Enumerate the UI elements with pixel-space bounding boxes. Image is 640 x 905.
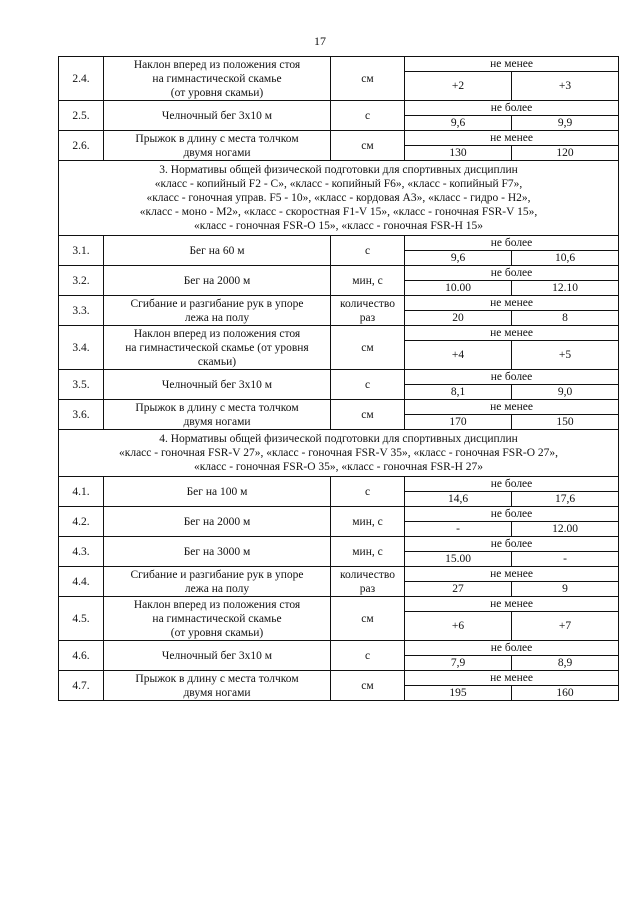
standard-number: 4.5.: [59, 597, 104, 641]
exercise-name: [104, 101, 331, 131]
limit-qualifier: не более: [405, 266, 619, 281]
limit-qualifier: не менее: [405, 57, 619, 72]
standard-number: 3.3.: [59, 296, 104, 326]
exercise-name-line: лежа на полу: [184, 582, 250, 595]
standard-number: 4.3.: [59, 537, 104, 567]
section-heading-line: «класс - гоночная управ. F5 - 10», «класс - кордовая А3», «класс - гидро - Н2»,: [146, 192, 531, 204]
standard-number: 2.4.: [59, 57, 104, 101]
standard-row: [59, 641, 619, 656]
value-column-2: 160: [512, 686, 619, 701]
section-heading-line: 3. Нормативы общей физической подготовки для спортивных дисциплин: [159, 164, 518, 176]
exercise-name-line: на гимнастической скамье: [152, 612, 282, 625]
exercise-name-line: Бег на 2000 м: [183, 274, 251, 287]
unit-of-measure: с: [331, 641, 405, 671]
exercise-name: [104, 507, 331, 537]
value-column-2: 10,6: [512, 251, 619, 266]
unit-of-measure: см: [331, 597, 405, 641]
exercise-name: [104, 296, 331, 326]
limit-qualifier: не менее: [405, 400, 619, 415]
value-column-2: 120: [512, 146, 619, 161]
value-column-1: 14,6: [405, 492, 512, 507]
standard-row: [59, 266, 619, 281]
standards-table: [58, 56, 619, 701]
exercise-name-line: Наклон вперед из положения стоя: [133, 58, 301, 71]
unit-of-measure: с: [331, 236, 405, 266]
exercise-name-line: Прыжок в длину с места толчком: [135, 132, 299, 145]
section-heading-line: «класс - гоночная FSR-O 35», «класс - гоночная FSR-H 27»: [193, 461, 484, 473]
exercise-name-line: Бег на 2000 м: [183, 515, 251, 528]
unit-of-measure: см: [331, 400, 405, 430]
page-number: 17: [314, 34, 326, 48]
standard-number: 3.1.: [59, 236, 104, 266]
exercise-name-line: Наклон вперед из положения стоя: [133, 598, 301, 611]
exercise-name: [104, 537, 331, 567]
exercise-name-line: на гимнастической скамье: [152, 72, 282, 85]
exercise-name-line: Сгибание и разгибание рук в упоре: [130, 568, 304, 581]
exercise-name-line: двумя ногами: [183, 686, 251, 699]
exercise-name-line: Сгибание и разгибание рук в упоре: [130, 297, 304, 310]
exercise-name: [104, 236, 331, 266]
standard-number: 3.2.: [59, 266, 104, 296]
unit-of-measure: мин, с: [331, 537, 405, 567]
unit-of-measure: количество раз: [331, 296, 405, 326]
exercise-name: [104, 671, 331, 701]
value-column-2: 150: [512, 415, 619, 430]
value-column-1: -: [405, 522, 512, 537]
exercise-name: [104, 400, 331, 430]
limit-qualifier: не менее: [405, 567, 619, 582]
value-column-1: +2: [405, 72, 512, 101]
exercise-name-line: лежа на полу: [184, 311, 250, 324]
section-heading-line: 4. Нормативы общей физической подготовки для спортивных дисциплин: [159, 433, 518, 445]
value-column-2: -: [512, 552, 619, 567]
section-heading-line: «класс - гоночная FSR-V 27», «класс - гоночная FSR-V 35», «класс - гоночная FSR-O 27»,: [119, 447, 559, 459]
standards-table-body: [59, 57, 619, 701]
value-column-2: +7: [512, 612, 619, 641]
exercise-name: [104, 370, 331, 400]
standard-row: [59, 597, 619, 612]
standard-row: [59, 296, 619, 311]
value-column-2: +3: [512, 72, 619, 101]
standard-number: 4.4.: [59, 567, 104, 597]
limit-qualifier: не менее: [405, 671, 619, 686]
value-column-1: 15.00: [405, 552, 512, 567]
exercise-name: [104, 326, 331, 370]
limit-qualifier: не более: [405, 477, 619, 492]
exercise-name-line: Бег на 60 м: [189, 244, 245, 257]
exercise-name: [104, 57, 331, 101]
value-column-2: 9: [512, 582, 619, 597]
section-heading-row: [59, 430, 619, 477]
standard-number: 4.2.: [59, 507, 104, 537]
limit-qualifier: не менее: [405, 296, 619, 311]
standard-row: [59, 57, 619, 72]
exercise-name-line: Бег на 3000 м: [183, 545, 251, 558]
limit-qualifier: не более: [405, 101, 619, 116]
section-heading: [59, 430, 619, 477]
unit-of-measure: с: [331, 370, 405, 400]
limit-qualifier: не более: [405, 236, 619, 251]
standard-row: [59, 236, 619, 251]
standard-row: [59, 477, 619, 492]
unit-of-measure: см: [331, 671, 405, 701]
standard-number: 4.7.: [59, 671, 104, 701]
unit-of-measure: с: [331, 477, 405, 507]
limit-qualifier: не более: [405, 537, 619, 552]
exercise-name: [104, 567, 331, 597]
exercise-name-line: на гимнастической скамье (от уровня: [125, 341, 309, 354]
value-column-1: 10.00: [405, 281, 512, 296]
unit-of-measure: количество раз: [331, 567, 405, 597]
limit-qualifier: не более: [405, 507, 619, 522]
value-column-2: 12.10: [512, 281, 619, 296]
standard-row: [59, 370, 619, 385]
value-column-1: 195: [405, 686, 512, 701]
exercise-name: [104, 597, 331, 641]
section-heading-line: «класс - моно - М2», «класс - скоростная F1-V 15», «класс - гоночная FSR-V 15»,: [139, 206, 538, 218]
value-column-1: +4: [405, 341, 512, 370]
unit-of-measure: мин, с: [331, 507, 405, 537]
standard-row: [59, 131, 619, 146]
standard-number: 3.4.: [59, 326, 104, 370]
value-column-1: 27: [405, 582, 512, 597]
unit-of-measure: см: [331, 131, 405, 161]
value-column-1: 130: [405, 146, 512, 161]
value-column-1: +6: [405, 612, 512, 641]
value-column-2: 17,6: [512, 492, 619, 507]
exercise-name-line: скамьи): [197, 355, 237, 368]
standard-number: 3.6.: [59, 400, 104, 430]
exercise-name-line: Наклон вперед из положения стоя: [133, 327, 301, 340]
unit-of-measure: мин, с: [331, 266, 405, 296]
standard-row: [59, 507, 619, 522]
value-column-1: 9,6: [405, 116, 512, 131]
limit-qualifier: не более: [405, 370, 619, 385]
standard-row: [59, 101, 619, 116]
limit-qualifier: не менее: [405, 597, 619, 612]
exercise-name: [104, 477, 331, 507]
section-heading-line: «класс - гоночная FSR-O 15», «класс - гоночная FSR-Н 15»: [193, 220, 484, 232]
limit-qualifier: не менее: [405, 326, 619, 341]
section-heading: [59, 161, 619, 236]
exercise-name-line: Прыжок в длину с места толчком: [135, 672, 299, 685]
exercise-name-line: (от уровня скамьи): [170, 626, 264, 639]
value-column-1: 7,9: [405, 656, 512, 671]
value-column-2: 8: [512, 311, 619, 326]
exercise-name-line: Челночный бег 3х10 м: [161, 649, 273, 662]
standard-row: [59, 400, 619, 415]
standard-row: [59, 326, 619, 341]
value-column-2: 9,0: [512, 385, 619, 400]
value-column-2: 9,9: [512, 116, 619, 131]
limit-qualifier: не более: [405, 641, 619, 656]
value-column-2: 8,9: [512, 656, 619, 671]
standard-row: [59, 567, 619, 582]
value-column-2: 12.00: [512, 522, 619, 537]
unit-of-measure: см: [331, 57, 405, 101]
exercise-name-line: (от уровня скамьи): [170, 86, 264, 99]
value-column-1: 20: [405, 311, 512, 326]
exercise-name: [104, 641, 331, 671]
limit-qualifier: не менее: [405, 131, 619, 146]
unit-of-measure: см: [331, 326, 405, 370]
exercise-name-line: двумя ногами: [183, 146, 251, 159]
exercise-name: [104, 131, 331, 161]
section-heading-line: «класс - копийный F2 - C», «класс - копийный F6», «класс - копийный F7»,: [154, 178, 523, 190]
value-column-1: 9,6: [405, 251, 512, 266]
exercise-name-line: Челночный бег 3х10 м: [161, 109, 273, 122]
exercise-name-line: двумя ногами: [183, 415, 251, 428]
section-heading-row: [59, 161, 619, 236]
exercise-name: [104, 266, 331, 296]
value-column-1: 170: [405, 415, 512, 430]
value-column-1: 8,1: [405, 385, 512, 400]
exercise-name-line: Бег на 100 м: [186, 485, 248, 498]
unit-of-measure: с: [331, 101, 405, 131]
standard-number: 4.6.: [59, 641, 104, 671]
standard-number: 2.6.: [59, 131, 104, 161]
standard-row: [59, 671, 619, 686]
standard-number: 2.5.: [59, 101, 104, 131]
exercise-name-line: Прыжок в длину с места толчком: [135, 401, 299, 414]
standard-row: [59, 537, 619, 552]
standard-number: 4.1.: [59, 477, 104, 507]
value-column-2: +5: [512, 341, 619, 370]
standard-number: 3.5.: [59, 370, 104, 400]
exercise-name-line: Челночный бег 3х10 м: [161, 378, 273, 391]
